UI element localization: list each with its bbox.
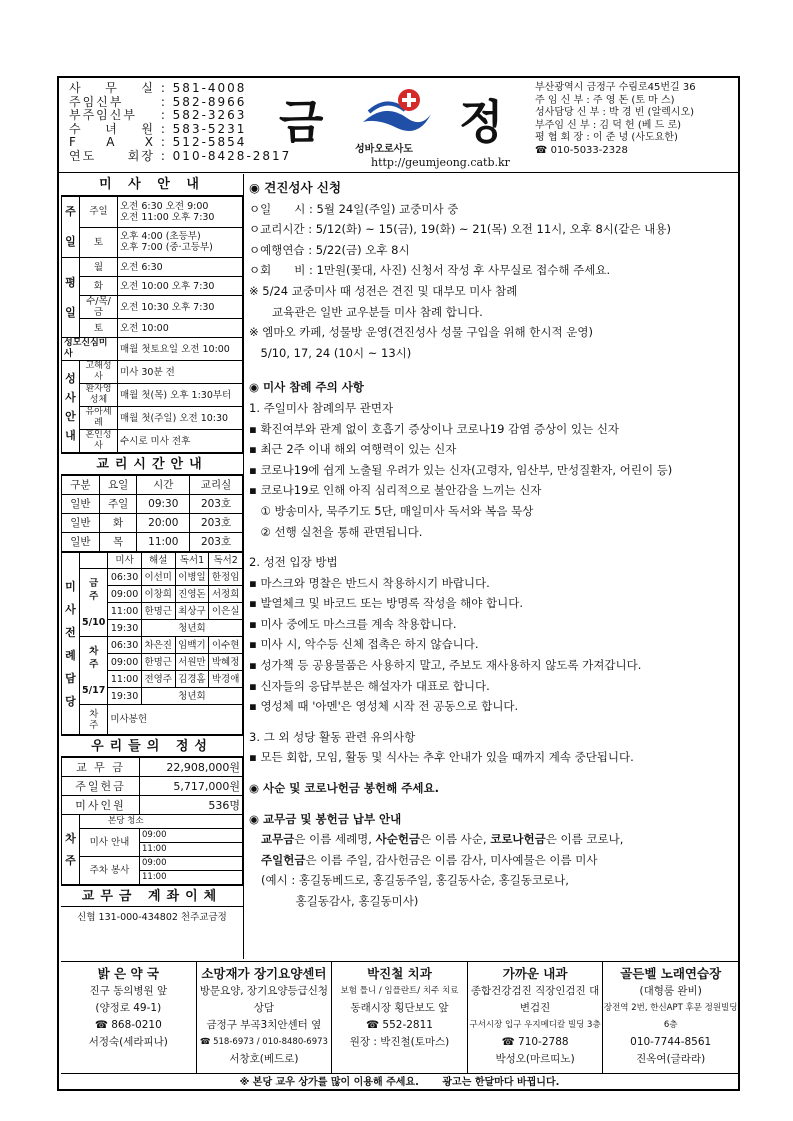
clergy-row: 부산광역시 금정구 수림로45번길 36 <box>535 82 696 93</box>
notice-line: (예시 : 홍길동베드로, 홍길동주일, 홍길동사순, 홍길동코로나, <box>261 873 569 888</box>
ad-box: 골든벨 노래연습장 (대형룸 완비) 장전역 2번, 한신APT 후문 정원빌딩 6층 010-7744-8561 진옥여(글라라) <box>603 966 738 1065</box>
contact-row: 사 무 실 : 581-4008 <box>69 81 247 95</box>
notice-line: ▪ 발열체크 및 바코드 또는 방명록 작성을 해야 합니다. <box>249 596 523 611</box>
notice-line: ㅇ교리시간 : 5/12(화) ~ 15(금), 19(화) ~ 21(목) 오전 11시, 오후 8시(같은 내용) <box>249 222 671 237</box>
website-link[interactable]: http://geumjeong.catb.kr <box>371 156 510 169</box>
notice-line: ▪ 마스크와 명찰은 반드시 착용하시기 바랍니다. <box>249 575 490 590</box>
title-left: 금 <box>279 95 324 149</box>
notice-line: 5/10, 17, 24 (10시 ~ 13시) <box>249 345 412 360</box>
notice-line: 2. 성전 입장 방법 <box>249 555 338 570</box>
notice-line: ▪ 최근 2주 이내 해외 여행력이 있는 신자 <box>249 442 457 457</box>
ad-box: 가까운 내과 종합건강검진 직장인검진 대변검진 구서시장 입구 우지메디칼 빌딩 3층 ☎ 710-2788 박성오(마르띠노) <box>468 962 604 1073</box>
notice-line: ▪ 코로나19에 쉽게 노출될 우려가 있는 신자(고령자, 임산부, 만성질환자, 어린이 등) <box>249 462 673 477</box>
duty-table: 미 사 전 례 담 당 미사 해설 독서1 독서2 금 주 5/10 06:30 이선미 이병일 한정임 09:00 이창희 진영돈 서정희 11:00 한명근 최상구 이은실 19:30 청년회 차 주 5/17 06:30 차은진 임백기 이수현 09:00 한명근 서원만 박혜정 11:00 전영주 김경홈 박경애 19:30 청년회 차 주 미사봉헌 <box>61 552 243 735</box>
bulletin-frame <box>57 76 740 1091</box>
notice-line: ▪ 미사 중에도 마스크를 계속 착용합니다. <box>249 616 457 631</box>
offering-title: 우리들의 정성 <box>61 735 243 757</box>
clergy-row: 주 임 신 부 : 주 영 돈 (토 마 스) <box>535 94 675 106</box>
clergy-row: ☎ 010-5033-2328 <box>535 144 628 156</box>
notice-line: ▪ 미사 시, 악수등 신체 접촉은 하지 않습니다. <box>249 637 479 652</box>
notice-line: 3. 그 외 성당 활동 관련 유의사항 <box>249 729 416 744</box>
notice-line: ㅇ회 비 : 1만원(꽃대, 사진) 신청서 작성 후 사무실로 접수해 주세요. <box>249 263 611 278</box>
notice-line: 교육관은 일반 교우분들 미사 참례 합니다. <box>249 304 483 319</box>
title-right: 정 <box>459 95 504 149</box>
ad-box: 밝 은 약 국 진구 동의병원 앞 (양정로 49-1) ☎ 868-0210 서정숙(세라피나) <box>61 962 197 1073</box>
contact-list <box>69 82 291 163</box>
clergy-list <box>535 82 696 157</box>
notice-line: ▪ 성가책 등 공용물품은 사용하지 말고, 주보도 재사용하지 않도록 가져갑니다. <box>249 658 642 673</box>
main-notices: ◉ 견진성사 신청 ㅇ일 시 : 5월 24일(주일) 교중미사 중 ㅇ교리시간 : 5/12(화) ~ 15(금), 19(화) ~ 21(목) 오전 11시, 오후 8시(같은 내용) ㅇ예행연습 : 5/22(금) 오후 8시 ㅇ회 비 : 1만원(꽃대, 사진) 신청서 작성 후 사무실로 접수해 주세요. ※ 5/24 교중미사 때 성전은 견진 및 대부모 미사 참례 교육관은 일반 교우분들 미사 참례 합니다. ※ 엠마오 카페, 성물방 운영(견진성사 성물 구입을 위해 한시적 운영) 5/10, 17, 24 (10시 ~ 13시) ◉ 미사 참례 주의 사항 1. 주일미사 참례의무 관면자 ▪ 확진여부와 관계 없이 호흡기 증상이나 코로나19 감염 증상이 있는 신자 ▪ 최근 2주 이내 해외 여행력이 있는 신자 ▪ 코로나19에 쉽게 노출될 우려가 있는 신자(고령자, 임산부, 만성질환자, 어린이 등) ▪ 코로나19로 인해 아직 심리적으로 불안감을 느끼는 신자 ① 방송미사, 묵주기도 5단, 매일미사 독서와 복음 묵상 ② 선행 실천을 통해 관면됩니다. 2. 성전 입장 방법 ▪ 마스크와 명찰은 반드시 착용하시기 바랍니다. ▪ 발열체크 및 바코드 또는 방명록 작성을 해야 합니다. ▪ 미사 중에도 마스크를 계속 착용합니다. ▪ 미사 시, 악수등 신체 접촉은 하지 않습니다. ▪ 성가책 등 공용물품은 사용하지 말고, 주보도 재사용하지 않도록 가져갑니다. ▪ 신자들의 응답부분은 해설자가 대표로 합니다. ▪ 영성체 때 '아멘'은 영성체 시작 전 공동으로 합니다. 3. 그 외 성당 활동 관련 유의사항 ▪ 모든 회합, 모임, 활동 및 식사는 추후 안내가 있을 때까지 계속 중단됩니다. ◉ 사순 및 코로나헌금 봉헌해 주세요. ◉ 교무금 및 봉헌금 납부 안내 교무금은 이름 세례명, 사순헌금은 이름 사순, 코로나헌금은 이름 코로나, 주일헌금은 이름 주일, 감사헌금은 이름 감사, 미사예물은 이름 미사 (예시 : 홍길동베드로, 홍길동주일, 홍길동사순, 홍길동코로나, 홍길동감사, 홍길동미사) <box>249 178 744 912</box>
notice-line: 교무금은 이름 세례명, 사순헌금은 이름 사순, 코로나헌금은 이름 코로나, <box>261 832 624 847</box>
notice-line: 1. 주일미사 참례의무 관면자 <box>249 400 394 415</box>
clergy-row: 성사담당 신 부 : 박 경 빈 (알렉시오) <box>535 107 695 118</box>
notice-line: ▪ 신자들의 응답부분은 해설자가 대표로 합니다. <box>249 678 490 693</box>
masthead <box>259 84 539 174</box>
edu-table: 구분 요일 시간 교리실 일반 주일 09:30 203호 일반 화 20:00 203호 일반 목 11:00 203호 <box>61 475 243 552</box>
contact-row: 부주임신부 : 582-3263 <box>69 108 247 122</box>
notice-line: ▪ 코로나19로 인해 아직 심리적으로 불안감을 느끼는 신자 <box>249 483 542 498</box>
notice-line: 홍길동감사, 홍길동미사) <box>261 894 419 908</box>
edu-row: 일반 주일 09:30 203호 <box>62 495 243 514</box>
edu-title: 교리시간안내 <box>61 453 243 475</box>
clergy-row: 평 협 회 장 : 이 준 녕 (사도요한) <box>535 132 678 143</box>
footer-note: ※ 본당 교우 상가를 많이 이용해 주세요. 광고는 한달마다 바뀝니다. <box>61 1073 738 1091</box>
ad-box: 소망재가 장기요양센터 방문요양, 장기요양등급신청 상담 금정구 부곡3치안센터 옆 ☎ 518-6973 / 010-8480-6973 서창호(베드로) <box>197 962 333 1073</box>
notice-line: ▪ 확진여부와 관계 없이 호흡기 증상이나 코로나19 감염 증상이 있는 신자 <box>249 421 620 436</box>
contact-row: 연도 회장 : 010-8428-2817 <box>69 148 292 163</box>
left-column <box>61 174 244 959</box>
mass-table: 주 일 주일 오전 6:30 오전 9:00 오전 11:00 오후 7:30 토 오후 4:00 (초등부) 오후 7:00 (중·고등부) 평 일 월 오전 6:30 화 오전 10:00 오후 7:30 수/목/금 오전 10:30 오후 7:30 토 오전 10:00 성모신심미사 매월 첫토요일 오전 10:00 성 사 안 내 고해성사 미사 30분 전 환자영성체 매월 첫(목) 오후 1:30부터 유아세례 매월 첫(주일) 오전 10:30 혼인성사 수시로 미사 전후 <box>61 196 243 453</box>
notice-line: ② 선행 실천을 통해 관면됩니다. <box>249 524 423 539</box>
notice-line: ㅇ일 시 : 5월 24일(주일) 교중미사 중 <box>249 201 459 216</box>
contact-row: 주임신부 : 582-8966 <box>69 94 247 109</box>
contact-row: F A X : 512-5854 <box>69 135 247 149</box>
account-title: 교무금 계좌이체 <box>61 885 243 907</box>
notice-line: ㅇ예행연습 : 5/22(금) 오후 8시 <box>249 242 410 257</box>
notice-line: ※ 엠마오 카페, 성물방 운영(견진성사 성물 구입을 위해 한시적 운영) <box>249 325 593 340</box>
notice-line: ▪ 모든 회합, 모임, 활동 및 식사는 추후 안내가 있을 때까지 계속 중단됩니다. <box>249 750 634 765</box>
notice-line: 주일헌금은 이름 주일, 감사헌금은 이름 감사, 미사예물은 이름 미사 <box>261 852 598 867</box>
ad-box: 박진철 치과 보험 틀니 / 임플란트/ 치주 치료 동래시장 횡단보도 앞 ☎ 552-2811 원장 : 박진철(토마스) <box>332 962 468 1073</box>
offering-table: 교 무 금 22,908,000원 주일헌금 5,717,000원 미사인원 536명 차 주 본당 청소 미사 안내 09:00 11:00 주차 봉사 09:00 11:00 <box>61 757 243 885</box>
ads-row <box>61 961 738 1073</box>
notice-line: ※ 5/24 교중미사 때 성전은 견진 및 대부모 미사 참례 <box>249 283 518 298</box>
mass-guide-title: 미 사 안 내 <box>61 174 243 196</box>
parish-logo-icon <box>355 84 435 142</box>
notice-line: ① 방송미사, 묵주기도 5단, 매일미사 독서와 복음 묵상 <box>249 503 534 518</box>
clergy-row: 부주임 신 부 : 김 덕 헌 (베 드 로) <box>535 119 682 131</box>
edu-row: 일반 목 11:00 203호 <box>62 533 243 552</box>
account-text: 신협 131-000-434802 천주교금정 <box>77 912 227 923</box>
notice-line: ▪ 영성체 때 '아멘'은 영성체 시작 전 공동으로 합니다. <box>249 699 519 714</box>
logo-caption: 성바오로사도 <box>355 144 413 155</box>
edu-row: 일반 화 20:00 203호 <box>62 514 243 533</box>
contact-row: 수 녀 원 : 583-5231 <box>69 121 247 136</box>
